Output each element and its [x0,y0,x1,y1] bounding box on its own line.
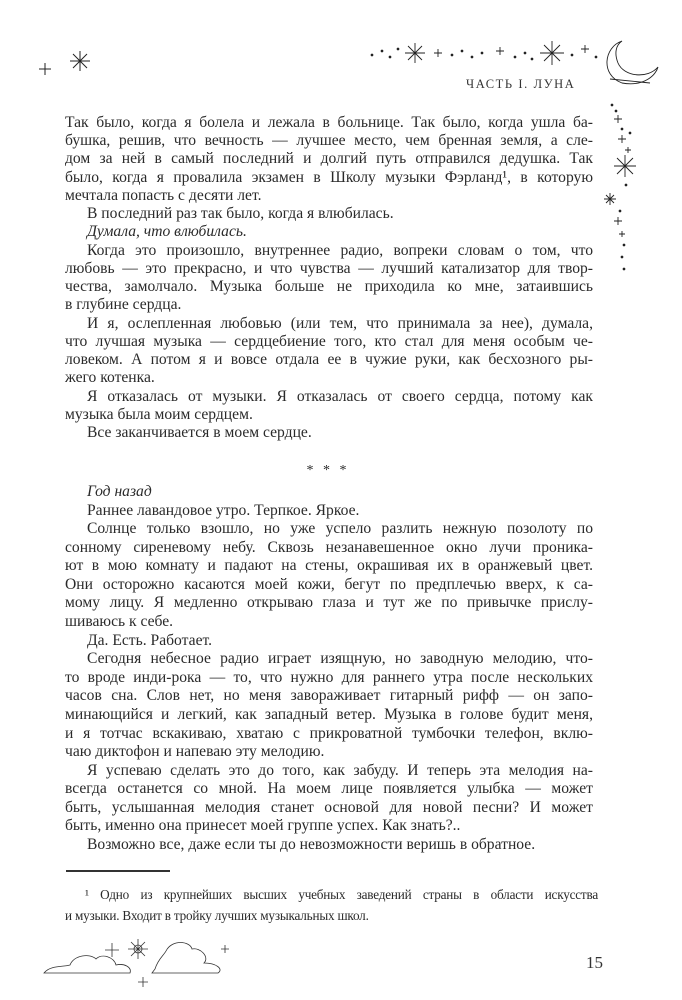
text-line: ловеком. А потом я и вовсе отдала ее в чужие руки, как бесхозного ры- [65,351,593,369]
text-line: часов сна. Слов нет, но меня завораживает гитарный рифф — он запо- [65,687,593,705]
text-line: в глубине сердца. [65,296,182,314]
section-separator: * * * [306,463,350,478]
text-line: Они осторожно касаются моей кожи, бегут по предплечью вверх, к са- [65,575,593,593]
text-line: Так было, когда я болела и лежала в больнице. Так было, когда ушла ба- [65,114,593,131]
text-line: ¹ Одно из крупнейших высших учебных заведений страны в области искусства [85,887,598,902]
text-line: быть, именно она принесет моей группе успех. Как знать?.. [65,817,461,835]
paragraph [65,114,593,205]
text-line: и музыки. Входит в тройку лучших музыкальных школ. [65,908,369,923]
main-text-bottom [65,483,593,855]
paragraph [65,520,593,631]
paragraph [65,223,593,241]
text-line: шиваюсь к себе. [65,613,174,631]
text-line: Я отказалась от музыки. Я отказалась от своего сердца, потому как [87,387,593,405]
text-line: Раннее лавандовое утро. Терпкое. Яркое. [87,501,360,519]
text-line: бушка, решив, что вечность — лучшее место, чем бренная земля, а сле- [65,132,593,150]
text-line: В последний раз так было, когда я влюбилась. [87,205,394,223]
paragraph [65,502,593,521]
text-line: минающийся и легкий, как западный ветер. Музыка в голове будит меня, [65,705,593,723]
paragraph [65,836,593,855]
paragraph [65,762,593,836]
text-line: мому лицу. Я медленно открываю глаза и тут же по привычке прислу- [65,594,593,612]
text-line: что лучшая музыка — сердцебиение того, кто стал для меня особым че- [65,332,593,350]
text-line: Когда это произошло, внутреннее радио, вопреки словам о том, что [87,241,593,259]
running-header: ЧАСТЬ I. ЛУНА [466,77,576,91]
paragraph [65,205,593,223]
paragraph [65,424,593,442]
text-line: музыка была моим сердцем. [65,405,253,423]
text-line: Год назад [87,483,152,500]
text-line: сонному сиреневому небу. Сквозь незанавешенное окно лучи проника- [65,538,593,556]
text-line: Солнце только взошло, но уже успело разлить нежную позолоту по [87,520,593,538]
text-line: и я тотчас вскакиваю, хватаю с прикроватной тумбочки телефон, вклю- [65,724,593,742]
paragraph [65,632,593,651]
footnote-divider [66,870,170,872]
page-number: 15 [586,953,603,972]
text-line: Сегодня небесное радио играет изящную, но заводную мелодию, что- [87,650,593,668]
paragraph [65,483,593,502]
text-line: чества, замолчало. Музыка больше не приходила ко мне, затаившись [65,278,593,296]
text-line: Думала, что влюбилась. [87,223,247,241]
text-line: дом за ней в самый последний и долгий путь отправился дедушка. Так [65,150,593,168]
text-line: любовь — это прекрасно, и что чувства — лучший катализатор для твор- [65,259,593,277]
paragraph [65,315,593,388]
text-line: Да. Есть. Работает. [87,631,213,649]
text-line: было, когда я провалила экзамен в Школу музыки Фэрланд¹, в которую [65,168,593,186]
text-line: быть, услышанная мелодия станет основой для новой песни? И может [65,798,593,816]
text-line: всегда останется со мной. На моем лице появляется улыбка — может [65,780,593,798]
paragraph [65,388,593,424]
text-line: Все заканчивается в моем сердце. [87,423,312,441]
text-line: мечтала попасть с десяти лет. [65,186,262,204]
paragraph [65,242,593,315]
clouds-and-stars-icon [40,935,240,995]
text-line: Возможно все, даже если ты до невозможности веришь в обратное. [87,835,536,853]
text-line: ют в мою комнату и падают на стены, окрашивая их в оранжевый цвет. [65,557,593,575]
text-line: то вроде инди-рока — то, что нужно для раннего утра после нескольких [65,668,593,686]
paragraph [65,884,598,926]
sparkle-stars-top-left-icon [30,45,100,85]
text-line: жего котенка. [65,369,155,387]
text-line: чаю диктофон и напеваю эту мелодию. [65,743,325,761]
main-text-top [65,114,593,442]
footnote [65,884,598,926]
text-line: И я, ослепленная любовью (или тем, что принимала за нее), думала, [87,314,593,332]
paragraph [65,650,593,761]
text-line: Я успеваю сделать это до того, как забуду. И теперь эта мелодия на- [87,761,593,779]
